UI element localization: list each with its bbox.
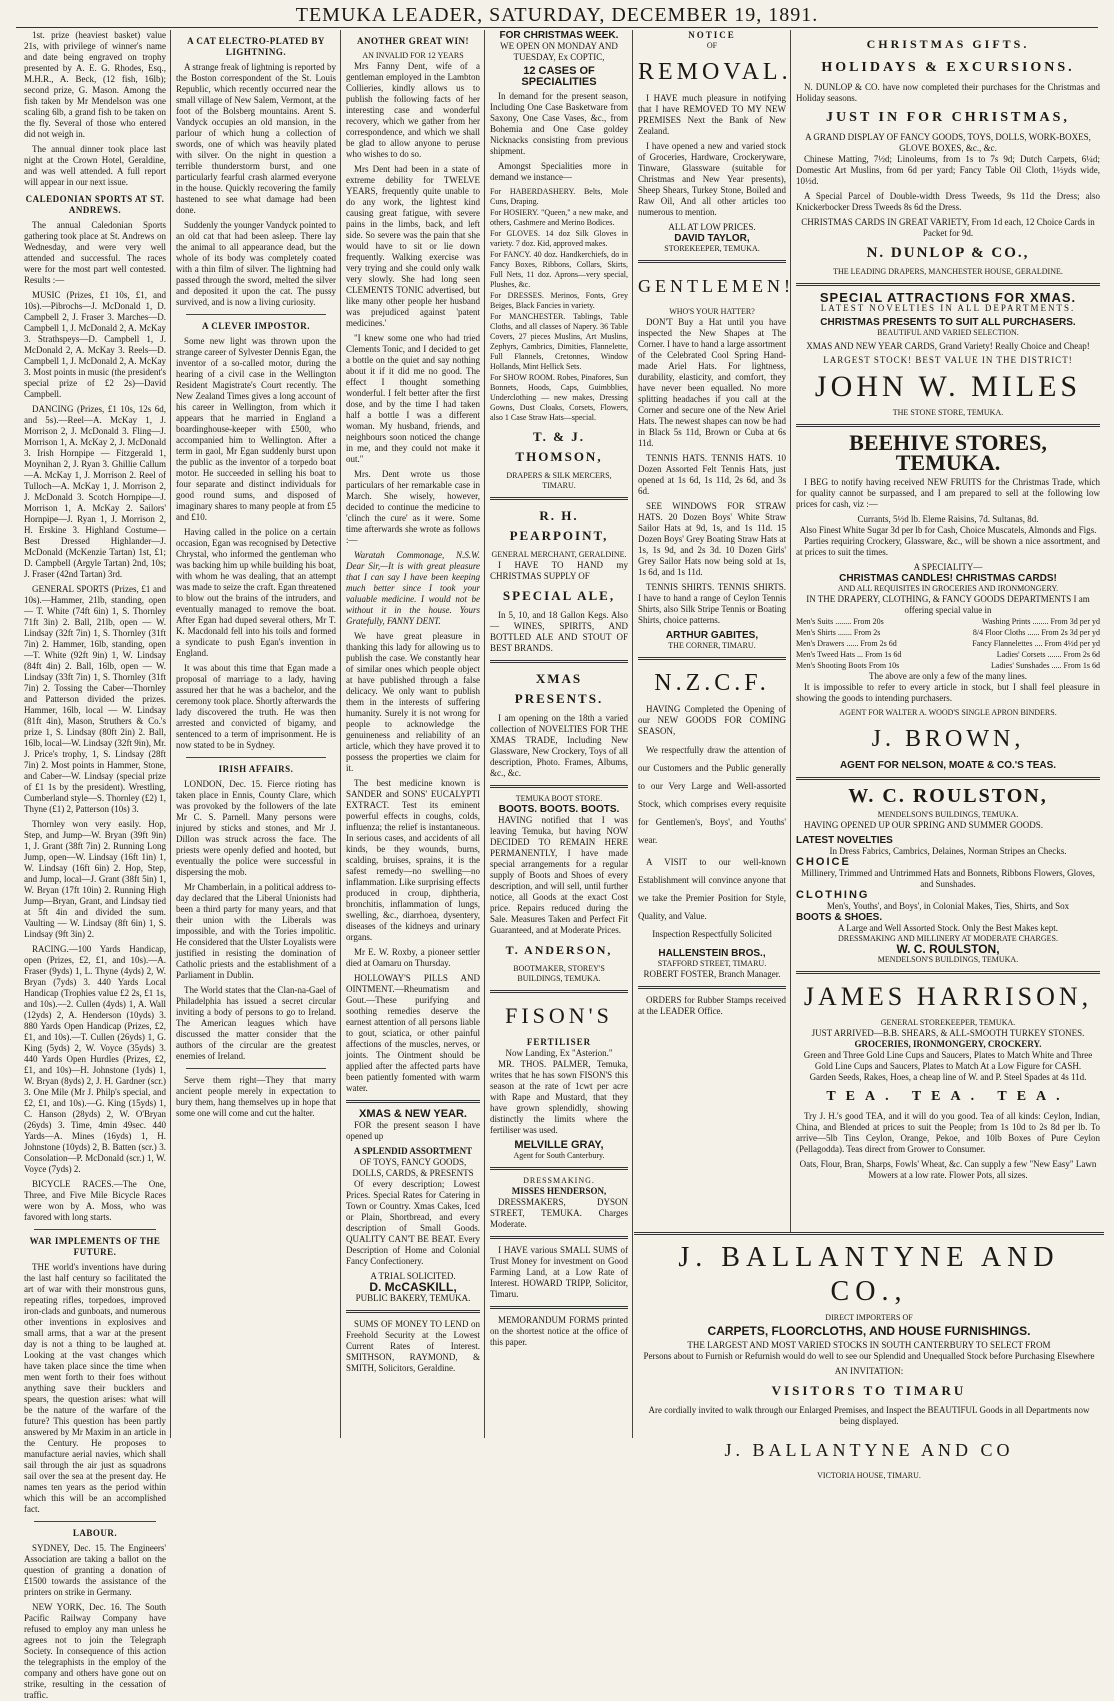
article-paragraph: Some new light was thrown upon the strange career of Sylvester Dennis Egan, the inventor of a so-called motor, during the hearing of a civil case in the Wellington Resident Magistrate's Court recently. The New Zealand Times gives a long account of his career in Wellington, from which it appears that he married in England a boardinghouse-keeper with £500, who accompanied him to Wellington. After a term in gaol, Mr Egan suddenly burst upon the public as the inventor of a torpedo boat motor. He succeeded in selling his boat to four separate and distinct individuals for good round sums, and disposed of imaginary shares to many people at from £5 and £10.: [176, 336, 336, 522]
article-paragraph: Mr Chamberlain, in a political address to-day declared that the Liberal Unionists had been a third party for many years, and that their union with the Liberals was impossible, and with the Tories impolitic. He considered that the Ulster Loyalists were justified in resisting the domination of Catholic priests and the establishment of a Parliament in Dublin.: [176, 882, 336, 980]
article-paragraph: Suddenly the younger Vandyck pointed to an old cat that had been asleep. There lay the animal to all appearance dead, but the whole of its body was completely coated with a thin film of silver. The lightning had passed through the sword, melted the silver and deposited it upon the cat. The pussy survived, and is now a living curiosity.: [176, 220, 336, 307]
ad-text: Try J. H.'s good TEA, and it will do you good. Tea of all kinds: Ceylon, Indian, China, and Blended at prices to suit the People; from 1s 10d to 2s 8d per lb. To arrive—5lb Tins Ceylon, Orange, Pekoe, and 10lb Boxes of Pure Ceylon (Pellagodda). Teas direct from Grower to Consumer.: [796, 1111, 1100, 1154]
ad-name: R. H. PEARPOINT,: [509, 508, 609, 543]
column-1: [20, 30, 170, 1700]
article-subheading: AN INVALID FOR 12 YEARS: [362, 51, 464, 60]
ad-place: STAFFORD STREET, TIMARU.: [657, 959, 767, 968]
column-4: [486, 30, 632, 1438]
price-table: [796, 616, 1100, 671]
ad-text: DRESSMAKERS, DYSON STREET, TEMUKA. Charges Moderate.: [490, 1197, 628, 1229]
article-heading: CALEDONIAN SPORTS AT ST. ANDREWS.: [25, 194, 165, 215]
divider: [346, 1100, 480, 1103]
ad-text: Currants, 5½d lb. Eleme Raisins, 7d. Sultanas, 8d.: [857, 514, 1039, 524]
table-cell: Ladies' Sunshades ..... From 1s 6d: [991, 661, 1100, 670]
ad-heading: TEA. TEA. TEA.: [826, 1089, 1070, 1104]
ad-heading: TEMUKA BOOT STORE.: [515, 794, 603, 803]
ad-heading: XMAS & NEW YEAR.: [359, 1108, 467, 1120]
ad-text: MR. THOS. PALMER, Temuka, writes that he has sown FISON'S this season at the rate of 1cwt per acre with Rape and Mustard, that they have grown splendidly, showing distinctly the limits where the fertiliser was used.: [490, 1059, 628, 1135]
ad-text: I HAVE various SMALL SUMS of Trust Money for investment on Good Farming Land, at a Low Rate of Interest. HOWARD TRIPP, Solicitor, Timaru.: [490, 1245, 628, 1299]
table-row: [796, 627, 1100, 638]
ad-text: TENNIS SHIRTS. TENNIS SHIRTS. I have to hand a range of Ceylon Tennis Shirts, also Silk Stripe Tennis or Boating Shirts, choice patterns.: [638, 582, 786, 625]
ad-name: N. DUNLOP & CO.,: [866, 245, 1030, 261]
ad-heading: BOOTS. BOOTS. BOOTS.: [498, 804, 620, 815]
ad-text: Persons about to Furnish or Refurnish would do well to see our Splendid and Unequalled Stock before Purchasing Elsewhere: [643, 1351, 1095, 1361]
divider: [34, 1229, 156, 1230]
divider: [638, 986, 786, 989]
article-paragraph: The annual dinner took place last night at the Crown Hotel, Geraldine, and was well attended. A full report will appear in our next issue.: [24, 144, 166, 187]
article-paragraph: HOLLOWAY'S PILLS AND OINTMENT.—Rheumatism and Gout.—These purifying and soothing remedies deserve the earnest attention of all persons liable to gout, sciatica, or other painful affections of the muscles, nerves, or joints. The Ointment should be applied after the affected parts have been patiently fomented with warm water.: [346, 973, 480, 1093]
list-item: For FANCY. 40 doz. Handkerchiefs, do in Fancy Boxes, Ribbons, Collars, Skirts, Full Nets, 11 doz. Aprons—very special, Plushes, &c.: [490, 250, 628, 289]
divider: [490, 785, 628, 788]
article-paragraph: 1st. prize (heaviest basket) value 21s, with privilege of winner's name and date being engraved on trophy presented by A. E. G. Rhodes, Esq., M.H.R., A. Beck, (12 fish, 16lb); second prize, G. Mason. Among the fish taken by Mr Mendelson was one scaling 6lb, a grand fish to be taken on the fly. Several of those who entered did not weigh in.: [24, 30, 166, 139]
table-cell: 8/4 Floor Cloths ...... From 2s 3d per yd: [972, 628, 1100, 637]
ad-heading: 12 CASES OF SPECIALITIES: [521, 65, 597, 88]
divider: [186, 314, 326, 315]
ad-text: XMAS AND NEW YEAR CARDS, Grand Variety! Really Choice and Cheap!: [806, 341, 1090, 351]
article-paragraph: Mrs Fanny Dent, wife of a gentleman employed in the Lambton Collieries, kindly allows us to publish the following facts of her interesting case and wonderful recovery, which we gather from her correspondence, and which we shall be glad to allow anyone to peruse who wishes to do so.: [346, 61, 480, 159]
table-cell: Men's Shirts ....... From 2s: [796, 628, 881, 637]
ad-text: DON'T Buy a Hat until you have inspected the New Shapes at The Corner. I have to hand a large assortment of the Celebrated Cool Spring Hand-made Ariel Hats. For lightness, durability, elasticity, and comfort, they have never been equalled. No more splitting headaches if you call at the Corner and secure one of the New Ariel Hats. The newest shapes can now be had in Black 5s 11d, Brown or Cuba at 6s 11d.: [638, 317, 786, 448]
ad-name: J. BROWN,: [871, 726, 1025, 752]
ad-place: VICTORIA HOUSE, TIMARU.: [817, 1471, 921, 1480]
ad-text: AGENT FOR NELSON, MOATE & CO.'S TEAS.: [839, 760, 1057, 771]
ad-name: DAVID TAYLOR,: [674, 233, 750, 244]
article-paragraph: A strange freak of lightning is reported by the Boston correspondent of the St. Louis Republic, which recently occurred near the small village of New Salem, Vermont, at the foot of the Bolsberg mountains. Arent S. Vandyck occupies an old mansion, in the parlour of which hung a collection of swords, one of which was heavily plated with silver. On the night in question a terrible thunderstorm burst, and one particularly fearful crash alarmed everyone in the house. Quickly recovering the family hastened to see what damage had been done.: [176, 62, 336, 215]
divider: [490, 497, 628, 500]
divider: [490, 1167, 628, 1170]
ad-name: ARTHUR GABITES,: [665, 630, 759, 641]
ad-text: Parties requiring Crockery, Glassware, &c., will be shown a nice assortment, and at prices to suit the times.: [796, 536, 1100, 557]
article-paragraph: Having called in the police on a certain occasion, Egan was recognised by Detective Chrystal, who informed the gentleman who was backing him up while building his boat, with whom he was dealing, that an attempt was made to seize the craft. Egan threatened to blow out the brains of the intruders, and eventually managed to remove the boat. After Egan had duped several others, Mr T. K. Macdonald fell into his toils and formed a syndicate to push Egan's invention in England.: [176, 527, 336, 658]
ad-name: D. McCASKILL,: [369, 1280, 457, 1294]
table-cell: Fancy Flannelettes .... From 4½d per yd: [972, 639, 1100, 648]
ad-heading: LATEST NOVELTIES: [796, 835, 893, 846]
ad-heading: CHOICE: [796, 856, 851, 868]
article-paragraph: The annual Caledonian Sports gathering took place at St. Andrews on Wednesday, and were very well attended and successful. The races were for the most part well contested. Results :—: [24, 220, 166, 285]
ad-text: Men's, Youths', and Boys', in Colonial Makes, Ties, Shirts, and Sox: [826, 901, 1070, 911]
column-rule: [170, 30, 171, 1438]
ad-heading: GENTLEMEN!: [638, 276, 794, 296]
ad-place: THE STONE STORE, TEMUKA.: [892, 408, 1004, 417]
ad-text: Amongst Specialities more in demand we instance—: [490, 161, 628, 182]
ad-heading: JUST IN FOR CHRISTMAS,: [826, 110, 1070, 125]
ad-heading: VISITORS TO TIMARU: [771, 1383, 967, 1398]
ad-place: THE LEADING DRAPERS, MANCHESTER HOUSE, GERALDINE.: [833, 267, 1063, 276]
article-heading: WAR IMPLEMENTS OF THE FUTURE.: [29, 1236, 161, 1257]
ad-text: AGENT FOR WALTER A. WOOD'S SINGLE APRON BINDERS.: [839, 708, 1057, 717]
ad-text: AN INVITATION:: [834, 1366, 904, 1376]
article-paragraph: Mrs Dent had been in a state of extreme debility for TWELVE YEARS, frequently quite unable to do any work, the lightest kind causing great fatigue, with severe pains in the limbs, back, and left side. So severe was the pain that she would have to sit or lie down frequently. Walking exercise was very trying and she could only walk very slowly. She had long seen CLEMENTS TONIC advertised, but like many other people her husband was prejudiced against 'patent medicines.': [346, 164, 480, 328]
ad-place: PUBLIC BAKERY, TEMUKA.: [355, 1293, 471, 1303]
article-heading: A CLEVER IMPOSTOR.: [201, 321, 311, 331]
article-paragraph: LONDON, Dec. 15. Fierce rioting has taken place in Ennis, County Clare, which was provoked by the followers of the late Mr C. S. Parnell. Many persons were injured by sticks and stones, and Mr J. Dillon was struck across the face. The priests were openly defied and hooted, but eventually the police were successful in dispersing the mob.: [176, 779, 336, 877]
ad-place: DRAPERS & SILK MERCERS, TIMARU.: [506, 471, 612, 490]
ad-name: T. & J. THOMSON,: [515, 429, 603, 464]
ad-heading: BEEHIVE STORES, TEMUKA.: [849, 430, 1047, 475]
article-paragraph: MUSIC (Prizes, £1 10s, £1, and 10s).—Pibrochs—J. McDonald 1, D. Campbell 2, J. Fraser 3. Marches—D. Campbell 1, J. McDonald 2, A. McKay 3. Strathspeys—D. Campbell 1, J. McDonald 2, A. McKay 3. Reels—D. Campbell 1, J. McDonald 2, A. McKay 3. Most points in music (the president's special prize of £2 2s)—David Campbell.: [24, 290, 166, 399]
ad-text: Green and Three Gold Line Cups and Saucers, Plates to Match White and Three Gold Line Cups and Saucers, Plates to Match At a Low Figure for CASH.: [803, 1050, 1093, 1071]
article-paragraph: NEW YORK, Dec. 16. The South Pacific Railway Company have refused to employ any man unless he agrees not to join the Telegraph Society. In consequence of this action the telegraphists in the employ of the company and others have gone out on strike, resulting in the cessation of traffic.: [24, 1602, 166, 1700]
ad-text: TENNIS HATS. TENNIS HATS. 10 Dozen Assorted Felt Tennis Hats, just opened at 1s 6d, 1s 11d, 2s 6d, and 3s 6d.: [638, 453, 786, 496]
article-paragraph: Thornley won very easily. Hop, Step, and Jump—W. Bryan (39ft 9in) 1, J. Grant (38ft 7in) 2. Running Long Jump, open—W. Lindsay (16ft 1in) 1, W. Lindsay (16ft 6in) 2. Hop, Step, and Jump, local—J. Grant (38ft 5in) 1, W. Bryan (17ft 10in) 2. Running High Jump—Bryan, Grant, and Lindsay tied at 5ft 4in and divided the sum. Vaulting — W. Lindsay (8ft 6in) 1, S. Lindsay (9ft 3in) 2.: [24, 819, 166, 939]
column-5: [634, 30, 794, 1438]
ad-heading: CLOTHING: [796, 889, 870, 901]
ad-text: The above are only a few of the many lines.: [869, 671, 1027, 681]
table-cell: Men's Tweed Hats ... From 1s 6d: [796, 650, 902, 659]
article-paragraph: We have great pleasure in thanking this lady for allowing us to publish the case. We constantly hear of similar ones which people object at have published through a false delicacy. We only want to publish them in the interests of suffering humanity. Surely it is not wrong for people to acknowledge the genuineness and reliability of an article, which they have proved it to possess the properties we claim for it.: [346, 631, 480, 773]
ad-text: ORDERS for Rubber Stamps received at the LEADER Office.: [638, 995, 786, 1016]
ad-heading: N.Z.C.F.: [654, 670, 770, 696]
masthead-title: TEMUKA LEADER, SATURDAY, DECEMBER 19, 1891.: [295, 4, 819, 26]
ad-text: Garden Seeds, Rakes, Hoes, a cheap line of W. and P. Steel Spades at 4s 11d.: [809, 1072, 1087, 1082]
ad-text: Inspection Respectfully Solicited: [652, 929, 772, 939]
ad-text: I BEG to notify having received NEW FRUITS for the Christmas Trade, which for quality cannot be surpassed, and I am prepared to sell at the following low prices for cash, viz :—: [796, 477, 1100, 509]
ad-text: Millinery, Trimmed and Untrimmed Hats and Bonnets, Ribbons Flowers, Gloves, and Sunshades.: [801, 868, 1095, 889]
ad-text: THE LARGEST AND MOST VARIED STOCKS IN SOUTH CANTERBURY TO SELECT FROM: [687, 1340, 1051, 1350]
divider: [638, 657, 786, 660]
article-heading: ANOTHER GREAT WIN!: [356, 36, 470, 46]
ad-heading: HOLIDAYS & EXCURSIONS.: [821, 60, 1075, 75]
divider: [34, 1521, 156, 1522]
article-paragraph: BICYCLE RACES.—The One, Three, and Five Mile Bicycle Races were won by A. Moss, who was favored with long starts.: [24, 1179, 166, 1222]
article-heading: IRISH AFFAIRS.: [218, 764, 294, 774]
ad-name: W. C. ROULSTON,: [896, 942, 1000, 956]
divider: [490, 990, 628, 993]
ad-heading: XMAS PRESENTS.: [514, 671, 604, 706]
ad-text: I HAVE TO HAND my CHRISTMAS SUPPLY OF: [490, 560, 628, 581]
ad-text: MEMORANDUM FORMS printed on the shortest notice at the office of this paper.: [490, 1315, 628, 1347]
ad-text: SUMS OF MONEY TO LEND on Freehold Security at the Lowest Current Rates of Interest. SMITHSON, RAYMOND, & SMITH, Solicitors, Geraldine.: [346, 1319, 480, 1373]
ad-text: In Dress Fabrics, Cambrics, Delaines, Norman Stripes an Checks.: [829, 846, 1067, 856]
ad-text: A SPLENDID ASSORTMENT: [353, 1146, 473, 1156]
ad-name: W. C. ROULSTON,: [848, 785, 1048, 807]
divider: [490, 1236, 628, 1239]
ad-place: BOOTMAKER, STOREY'S BUILDINGS, TEMUKA.: [513, 964, 605, 983]
ad-text: CHRISTMAS CARDS IN GREAT VARIETY, From 1d each, 12 Choice Cards in Packet for 9d.: [801, 217, 1095, 238]
divider: [186, 1068, 326, 1069]
ad-heading: WHO'S YOUR HATTER?: [669, 307, 755, 316]
ad-place: THE CORNER, TIMARU.: [668, 641, 756, 650]
ad-heading: DRESSMAKING.: [523, 1176, 595, 1185]
article-paragraph: The World states that the Clan-na-Gael of Philadelphia has issued a secret circular inviting a body of persons to go to Ireland. The American leagues which have discussed the matter consider that the authors of the circular are the greatest enemies of Ireland.: [176, 985, 336, 1061]
ad-place: STOREKEEPER, TEMUKA.: [664, 244, 760, 253]
ad-name: MISSES HENDERSON,: [511, 1186, 607, 1196]
list-item: For GLOVES. 14 doz Silk Gloves in variety. 7 doz. Kid, approved makes.: [490, 229, 628, 248]
article-paragraph: DANCING (Prizes, £1 10s, 12s 6d, and 5s).—Reel—A. McKay 1, J. Morrison 2, J. McDonald 3. Fling—J. Morrison 1, A. McKay 2, J. McDonald 3. Irish Hornpipe — Fitzgerald 1, Moynihan 2, J. Ryan 3. Ghillie Callum—A. McKay 1, J. Morrison 2. Reel of Tulloch—A. McKay 1, J. Morrison 2, J. McDonald 3. Scotch Hornpipe—J. Morrison 1, A. McKay 2. Sailors' Hornpipe—J. Ryan 1, J. Morrison 2, H. Erskine 3. Highland Costume—Best Dressed Highlander—J. McDonald (McKenzie Tartan) 1st, £1; D. Campbell (Argyle Tartan) 2nd, 10s; J. Fraser (42nd Tartan) 3rd.: [24, 404, 166, 579]
ad-text: Chinese Matting, 7½d; Linoleums, from 1s to 7s 9d; Dutch Carpets, 6¼d; Domestic Art Muslins, from 6d per yard; Fancy Table Oil Cloth, 1½yds wide, 10½d.: [796, 154, 1100, 186]
table-row: [796, 638, 1100, 649]
divider: [796, 283, 1100, 286]
ad-heading: FERTILISER: [526, 1037, 592, 1047]
divider: [796, 424, 1100, 427]
column-rule: [790, 30, 791, 1438]
column-6: [792, 30, 1104, 1438]
ad-text: I am opening on the 18th a varied collection of NOVELTIES FOR THE XMAS TRADE, Including New Glassware, New Crockery, Toys of all description, Photo. Frames, Albums, &c., &c.: [490, 713, 628, 778]
article-paragraph: Mrs. Dent wrote us those particulars of her remarkable case in March. She wisely, however, decided to continue the medicine to 'clinch the cure' as it were. Some time afterwards she wrote as follows :—: [346, 469, 480, 545]
ad-text: I have opened a new and varied stock of Groceries, Hardware, Crockeryware, Tinware, Glassware (suitable for Christmas and New Year presents), Sheep Shears, Turkey Stone, Boiled and Raw Oil, And all other articles too numerous to mention.: [638, 141, 786, 217]
ad-name: J. BALLANTYNE AND CO.,: [678, 1242, 1060, 1307]
divider: [490, 1306, 628, 1309]
ad-text: In 5, 10, and 18 Gallon Kegs. Also— WINES, SPIRITS, AND BOTTLED ALE AND STOUT OF BEST BRANDS.: [490, 610, 628, 653]
list-item: For SHOW ROOM. Robes, Pinafores, Sun Bonnets, Hoods, Caps, Guimbblies, Underclothing — new makes, Dressing Gowns, Dust Cloaks, Corsets, Flowers, also 1 Case Straw Hats—special.: [490, 373, 628, 422]
ad-text: OF TOYS, FANCY GOODS, DOLLS, CARDS, & PRESENTS: [352, 1157, 474, 1178]
ad-heading: SPECIAL ATTRACTIONS FOR XMAS.: [819, 290, 1077, 305]
masthead-rule: [16, 27, 1098, 28]
ad-name: J. BALLANTYNE AND CO: [724, 1440, 1014, 1460]
ad-text: WE OPEN ON MONDAY AND TUESDAY, Ex COPTIC,: [500, 41, 618, 62]
ad-text: CHRISTMAS PRESENTS TO SUIT ALL PURCHASERS.: [820, 317, 1076, 328]
ad-text: It is impossible to refer to every article in stock, but I shall feel pleasure in showing the goods to intending purchasers.: [796, 682, 1100, 703]
divider: [638, 260, 786, 263]
article-paragraph: Mr E. W. Roxby, a pioneer settler died at Oamaru on Thursday.: [346, 947, 480, 968]
ad-text: DIRECT IMPORTERS OF: [825, 1313, 913, 1322]
column-rule: [340, 30, 341, 1438]
article-paragraph: "I knew some one who had tried Clements Tonic, and I decided to get a bottle on the quiet and say nothing about it if it did me no good. The effect I thought something wonderful. I felt better after the first dose, and by the time I had taken half a bottle I was a different woman. My husband, friends, and neighbours soon noticed the change in me, and they could not make it out.": [346, 333, 480, 464]
ad-text: FOR the present season I have opened up: [346, 1120, 480, 1141]
list-item: For MANCHESTER. Tablings, Table Cloths, and all classes of Napery. 36 Table Covers, 27 pieces Muslins, Art Muslins, Zephyrs, Cambrics, Dimities, Flannelette, Full Flannels, Cretonnes, Window Hollands, Mint Hellick Sets.: [490, 312, 628, 371]
article-heading: LABOUR.: [72, 1528, 118, 1538]
ad-text: Oats, Flour, Bran, Sharps, Fowls' Wheat, &c. Can supply a few "New Easy" Lawn Mowers at a low rate. Flower Pots, all sizes.: [799, 1159, 1097, 1180]
specialities-list: [490, 187, 628, 423]
ad-heading: FISON'S: [505, 1003, 613, 1028]
ad-text: In demand for the present season, Including One Case Basketware from Saxony, One Case Vases, &c., from Bohemia and One Case goldey Nicknacks consisting from previous shipment.: [490, 91, 628, 156]
ad-text: A Special Parcel of Double-width Dress Tweeds, 9s 11d the Dress; also Knickerbocker Dress Tweeds 8s 6d the Dress.: [796, 191, 1100, 212]
ad-heading: FOR CHRISTMAS WEEK.: [499, 30, 619, 41]
article-paragraph: SYDNEY, Dec. 15. The Engineers' Association are taking a ballot on the question of granting a donation of £1500 towards the assistance of the printers on strike in Germany.: [24, 1543, 166, 1597]
table-row: [796, 616, 1100, 627]
ad-text: N. DUNLOP & CO. have now completed their purchases for the Christmas and Holiday seasons.: [796, 82, 1100, 103]
table-cell: Men's Shooting Boots From 10s: [796, 661, 900, 670]
article-paragraph: It was about this time that Egan made a proposal of marriage to a lady, having assured her that he was a bachelor, and the ceremony took place. Shortly afterwards the lady discovered the truth. He was then arrested and convicted of bigamy, and sentenced to a term of imprisonment. He is now stated to be in Sydney.: [176, 663, 336, 750]
letter-quote: Waratah Commonage, N.S.W. Dear Sir,—It is with great pleasure that I can say I have been keeping much better since I took your valuable medicine. I would not be without it in the house. Yours Gratefully, FANNY DENT.: [346, 550, 480, 626]
article-paragraph: GENERAL SPORTS (Prizes, £1 and 10s).—Hammer, 21lb, standing, open — T. White (74ft 6in) 1, S. Thornley 71ft 3in) 2. Ball, 21lb, open — W. Lindsay (32ft 7in) 1, S. Thornley (31ft 7in) 2. Hammer, 16lb, standing, open—T. White (92ft 9in) 1, W. Lindsay (84ft 4in) 2. Ball, 16lb, open — W. Lindsay (33ft 7in) 1, S. Thornley (31ft 7in) 2. Tossing the Caber—Thornley and Patterson divided the prizes. Hammer, 16lb, local — W. Lindsay (81ft 4in), Mason, Struthers & Co.'s prize 1, S. Lindsay (80ft 2in) 2. Ball, 16lb, local—W. Lindsay (32ft 9in), Mr. J. Price's trophy, 1, S. Lindsay (28ft 7in) 2. Most points in Hammer, Stone, and Caber—W. Lindsay (special prize of £1 1s by the president). Wrestling, Cumberland style—S. Thornley (£2) 1, Thyne (£1) 2, Patterson (10s) 3.: [24, 584, 166, 814]
ad-text: AND ALL REQUISITES IN GROCERIES AND IRONMONGERY.: [837, 584, 1059, 593]
column-rule: [632, 30, 633, 1438]
ad-text: A SPECIALITY—: [913, 562, 983, 572]
ad-heading: SPECIAL ALE,: [502, 588, 616, 603]
ad-heading: CHRISTMAS GIFTS.: [866, 37, 1030, 51]
divider: [186, 757, 326, 758]
column-3: [342, 30, 484, 1438]
ad-text: A VISIT to our well-known Establishment will convince anyone that we take the Premier Position for Style, Quality, and Value.: [638, 857, 786, 921]
article-paragraph: The best medicine known is SANDER and SONS' EUCALYPTI EXTRACT. Test its eminent powerful effects in coughs, colds, influenza; the relief is instantaneous. In serious cases, and accidents of all kinds, be they wounds, burns, scalding, bruises, sprains, it is the safest remedy—no swelling—no inflammation. Like surprising effects produced in croup, diphtheria, bronchitis, inflammation of lungs, swelling, &c., diarrhoea, dysentery, diseases of the kidneys and urinary organs.: [346, 778, 480, 942]
ad-place: MENDELSON'S BUILDINGS, TEMUKA.: [877, 955, 1019, 964]
ad-heading: GROCERIES, IRONMONGERY, CROCKERY.: [854, 1039, 1042, 1049]
list-item: For DRESSES. Merinos, Fonts, Grey Beiges, Black Fancies in variety.: [490, 291, 628, 310]
ad-heading: REMOVAL.: [638, 59, 792, 85]
ad-heading: CARPETS, FLOORCLOTHS, AND HOUSE FURNISHINGS.: [707, 1324, 1031, 1338]
ad-heading: CHRISTMAS CANDLES! CHRISTMAS CARDS!: [839, 573, 1057, 584]
ad-text: DRESSMAKING AND MILLINERY AT MODERATE CHARGES.: [837, 934, 1058, 943]
ad-text: BEAUTIFUL AND VARIED SELECTION.: [877, 328, 1019, 337]
ad-text: LARGEST STOCK! BEST VALUE IN THE DISTRICT!: [823, 355, 1073, 365]
ad-text: A Large and Well Assorted Stock. Only the Best Makes kept.: [838, 923, 1058, 933]
ad-text: ALL AT LOW PRICES.: [668, 222, 756, 232]
ad-name: JOHN W. MILES: [814, 370, 1082, 403]
article-paragraph: Serve them right—They that marry ancient people merely in expectation to bury them, hang themselves up in hope that some one will come and cut the halter.: [176, 1075, 336, 1118]
column-2: [172, 30, 340, 1438]
ad-text: Of every description; Lowest Prices. Special Rates for Catering in Town or Country. Xmas Cakes, Iced or Plain, Shortbread, and every description of Small Goods. QUALITY CAN'T BE BEAT. Every Description of Home and Colonial Fancy Confectionery.: [346, 1179, 480, 1266]
ad-place: Agent for South Canterbury.: [513, 1151, 605, 1160]
divider: [346, 1310, 480, 1313]
ad-name: HALLENSTEIN BROS.,: [658, 948, 766, 959]
ad-heading: OF: [706, 41, 718, 50]
ad-text: HAVING notified that I was leaving Temuka, but having NOW DECIDED TO REMAIN HERE PERMANENTLY, I have made special arrangements for a regular supply of Boots and Shoes of every description, and will sell, until further notice, all Goods at the exact Cost price. Repairs reduced during the Sale. Measures Taken and Perfect Fit Guaranteed, and at Moderate Prices.: [490, 815, 628, 935]
ballantyne-ad: [634, 1232, 1104, 1480]
table-cell: Men's Suits ........ From 20s: [796, 617, 884, 626]
table-row: [796, 660, 1100, 671]
table-cell: Ladies' Corsets ....... From 2s 6d: [996, 650, 1100, 659]
ad-text: SEE WINDOWS FOR STRAW HATS. 20 Dozen Boys' White Straw Sailor Hats at 9d, 1s, and 1s 11d. 15 Dozen Boys' Grey Boating Straw Hats at 1s, 1s 9d, and 2s 3d. 10 Dozen Girls' Grey Sailor Hats now being sold at 1s, 1s 6d, and 1s 11d.: [638, 501, 786, 577]
ad-text: HAVING OPENED UP OUR SPRING AND SUMMER GOODS.: [804, 820, 1044, 830]
article-paragraph: THE world's inventions have during the last half century so facilitated the art of war with their monstrous guns, repeating rifles, torpedoes, improved iron-clads and gunboats, and numerous other inventions in explosives and small arms, that a war at the present day is not a thing to be laughed at. Looking at the vast changes which have taken place since the time when men went forth to their foes without anything save their bucklers and spears, the question arises: what will be the nature of the warfare of the future? This question has been partly answered by Mr Maxim in an article in the Century. He proposes to manufacture aerial navies, which shall sail through the air just as squadrons sail over the sea at the present day. He names ten years as the period within which this will be an accomplished fact.: [24, 1262, 166, 1514]
ad-heading: NOTICE: [688, 30, 736, 40]
list-item: For HABERDASHERY. Belts, Mole Cuns, Draping.: [490, 187, 628, 206]
ad-name: T. ANDERSON,: [505, 943, 613, 957]
ad-text: HAVING Completed the Opening of our NEW GOODS FOR COMING SEASON,: [638, 704, 786, 736]
table-cell: Men's Drawers ...... From 2s 6d: [796, 639, 897, 648]
table-cell: Washing Prints ........ From 3d per yd: [981, 617, 1100, 626]
ad-text: ROBERT FOSTER, Branch Manager.: [643, 969, 781, 979]
ad-text: We respectfully draw the attention of our Customers and the Public generally to our Very Large and Well-assorted Stock, which comprises every requisite for Gentlemen's, Boys', and Youths' wear.: [638, 745, 786, 845]
ad-place: GENERAL STOREKEEPER, TEMUKA.: [880, 1018, 1016, 1027]
ad-place: GENERAL MERCHANT, GERALDINE.: [491, 550, 627, 559]
ad-text: Also Finest White Sugar 3d per lb for Cash, Choice Muscatels, Almonds and Figs.: [799, 525, 1097, 535]
ad-heading: BOOTS & SHOES.: [796, 912, 883, 923]
ad-text: Now Landing, Ex "Asterion.": [505, 1048, 613, 1058]
article-paragraph: RACING.—100 Yards Handicap, open (Prizes, £2, £1, and 10s).—A. Fraser (9yds) 1, L. Thyne (4yds) 2, W. Bryan (7yds) 3. 440 Yards Local Handicap (Trophies value £2 2s, £1 1s, and 10s).—2. Cullen (4yds) 1, A. Wall (12yds) 2, A. Henderson (10yds) 3. 880 Yards Open Handicap (Prizes, £2, £1, and 10s).—T. Cullen (26yds) 1, G. King (5yds) 2, W. Voyce (35yds) 3. 440 Yards Open Hurdles (Prizes, £2, £1, and 10s)—H. Johnstone (1yds) 1, W. Bryan (8yds) 2, J. H. Gardner (scr.) 3. One Mile (Mr J. Philp's special, and £2, £1, and 10s).—G. King (15yds) 1, C. Hanson (28yds) 2, W. O'Bryan (26yds) 3. Time, 4min 49sec. 440 Yards—A. Mines (16yds) 1, H. Johnstone (10yds) 2, B. Batten (scr.) 3. Consolation—P. McDonald (scr.) 1, W. Voyce (7yds) 2.: [24, 944, 166, 1174]
divider: [490, 660, 628, 663]
ad-text: LATEST NOVELTIES IN ALL DEPARTMENTS.: [820, 303, 1076, 313]
divider: [796, 971, 1100, 974]
column-rule: [484, 30, 485, 1438]
ad-text: A TRIAL SOLICITED.: [370, 1271, 456, 1281]
divider: [796, 777, 1100, 780]
ad-text: Are cordially invited to walk through our Enlarged Premises, and Inspect the BEAUTIFUL Goods in all Departments now being displayed.: [648, 1405, 1090, 1426]
ad-text: IN THE DRAPERY, CLOTHING, & FANCY GOODS DEPARTMENTS I am offering special value in: [806, 594, 1090, 615]
table-row: [796, 649, 1100, 660]
ad-name: MELVILLE GRAY,: [514, 1139, 604, 1151]
ad-text: A GRAND DISPLAY OF FANCY GOODS, TOYS, DOLLS, WORK-BOXES, GLOVE BOXES, &c., &c.: [805, 132, 1091, 153]
ad-text: JUST ARRIVED—B.B. SHEARS, & ALL-SMOOTH TURKEY STONES.: [811, 1028, 1085, 1038]
list-item: For HOSIERY. "Queen," a new make, and others, Cashmere and Merino Bodices.: [490, 208, 628, 227]
ad-text: I HAVE much pleasure in notifying that I have REMOVED TO MY NEW PREMISES Next the Bank of New Zealand.: [638, 93, 786, 136]
ad-name: JAMES HARRISON,: [803, 982, 1093, 1011]
ad-place: MENDELSON'S BUILDINGS, TEMUKA.: [877, 810, 1019, 819]
article-heading: A CAT ELECTRO-PLATED BY LIGHTNING.: [187, 36, 325, 57]
